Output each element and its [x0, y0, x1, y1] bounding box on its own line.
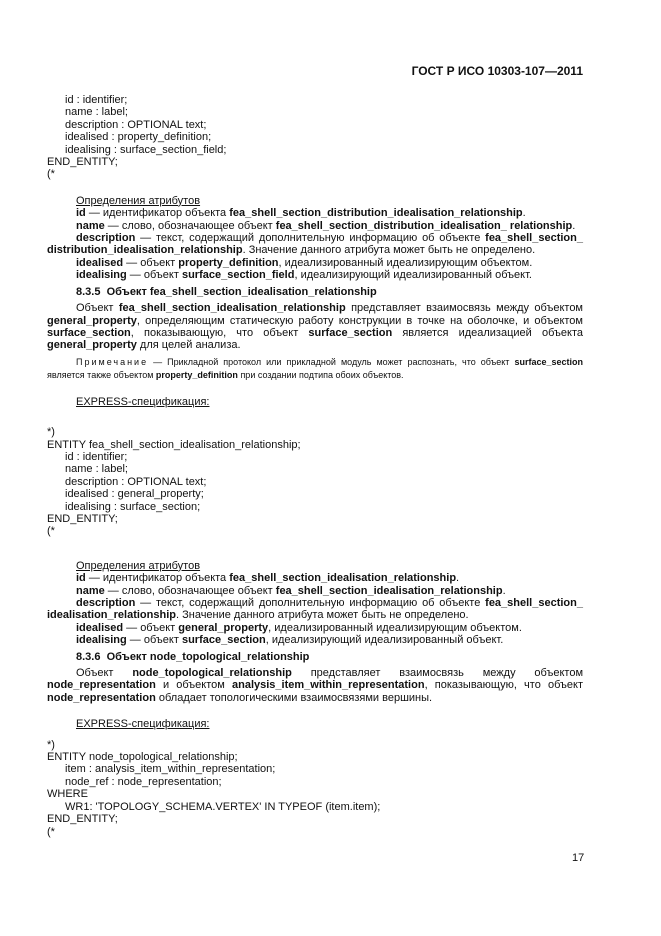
definition-description: description — текст, содержащий дополнительную информацию об объекте fea_shell_section_ distribution_idealisation_relationship. Значение данного атрибута может быть не определено. — [47, 232, 583, 257]
code-line: END_ENTITY; — [47, 813, 118, 826]
page-number: 17 — [572, 852, 585, 864]
code-line: item : analysis_item_within_representation; — [65, 763, 276, 776]
definition-description: description — текст, содержащий дополнительную информацию об объекте fea_shell_section_ idealisation_relationship. Значение данного атрибута может быть не определено. — [47, 597, 583, 622]
code-line: idealising : surface_section; — [65, 500, 201, 513]
code-block — [47, 739, 583, 838]
code-line: node_ref : node_representation; — [65, 775, 222, 788]
definition-idealised: idealised — объект property_definition, идеализированный идеализирующим объектом. — [76, 256, 533, 269]
code-line: idealised : property_definition; — [65, 131, 212, 144]
code-line: idealised : general_property; — [65, 488, 204, 501]
definition-idealising: idealising — объект surface_section, идеализирующий идеализированный объект. — [76, 634, 504, 647]
code-line: description : OPTIONAL text; — [65, 118, 207, 131]
attribute-definitions — [47, 560, 583, 647]
section-heading: Определения атрибутов — [76, 194, 201, 207]
code-line: ENTITY fea_shell_section_idealisation_relationship; — [47, 438, 301, 451]
definition-idealising: idealising — объект surface_section_field, идеализирующий идеализированный объект. — [76, 269, 532, 282]
section-title: 8.3.5 Объект fea_shell_section_idealisation_relationship — [76, 285, 377, 298]
definition-name: name — слово, обозначающее объект fea_shell_section_idealisation_relationship. — [76, 584, 506, 597]
code-line: name : label; — [65, 106, 128, 119]
section-heading: Определения атрибутов — [76, 559, 201, 572]
code-line: ENTITY node_topological_relationship; — [47, 751, 238, 764]
code-line: END_ENTITY; — [47, 512, 118, 525]
document-header: ГОСТ Р ИСО 10303-107—2011 — [411, 64, 583, 78]
code-line: WHERE — [47, 788, 88, 801]
code-line: id : identifier; — [65, 450, 128, 463]
note: Примечание — Прикладной протокол или прикладной модуль может распознать, что объект surface_section является также объектом property_definition при создании подтипа обоих объектов. — [47, 356, 583, 380]
code-line: (* — [47, 525, 55, 538]
definition-id: id — идентификатор объекта fea_shell_section_distribution_idealisation_relationship. — [76, 207, 526, 220]
code-line: name : label; — [65, 463, 128, 476]
definition-id: id — идентификатор объекта fea_shell_section_idealisation_relationship. — [76, 572, 460, 585]
definition-idealised: idealised — объект general_property, идеализированный идеализирующим объектом. — [76, 621, 522, 634]
attribute-definitions — [47, 195, 583, 282]
code-line: description : OPTIONAL text; — [65, 475, 207, 488]
code-block — [47, 94, 583, 181]
section-title: 8.3.6 Объект node_topological_relationship — [76, 650, 310, 663]
code-line: WR1: 'TOPOLOGY_SCHEMA.VERTEX' IN TYPEOF (item.item); — [65, 800, 381, 813]
code-line: *) — [47, 426, 55, 439]
code-line: END_ENTITY; — [47, 156, 118, 169]
express-heading: EXPRESS-спецификация: — [76, 395, 210, 408]
section-paragraph: Объект node_topological_relationship представляет взаимосвязь между объектом node_representation и объектом analysis_item_within_representation, показывающую, что объект node_representation обладает топологическими взаимосвязями вершины. — [47, 667, 584, 704]
code-line: id : identifier; — [65, 94, 128, 106]
code-line: (* — [47, 825, 55, 838]
definition-name: name — слово, обозначающее объект fea_shell_section_distribution_idealisation_ relationship. — [76, 219, 576, 232]
page-content — [47, 94, 583, 838]
code-line: (* — [47, 168, 55, 181]
code-line: idealising : surface_section_field; — [65, 143, 227, 156]
express-heading: EXPRESS-спецификация: — [76, 718, 210, 731]
code-line: *) — [47, 738, 55, 751]
code-block — [47, 426, 583, 538]
section-paragraph: Объект fea_shell_section_idealisation_relationship представляет взаимосвязь между объектом general_property, определяющим статическую работу конструкции в точке на оболочке, и объектом surface_section, показывающую, что объект surface_section является идеализацией объекта general_property для целей анализа. — [47, 302, 583, 352]
